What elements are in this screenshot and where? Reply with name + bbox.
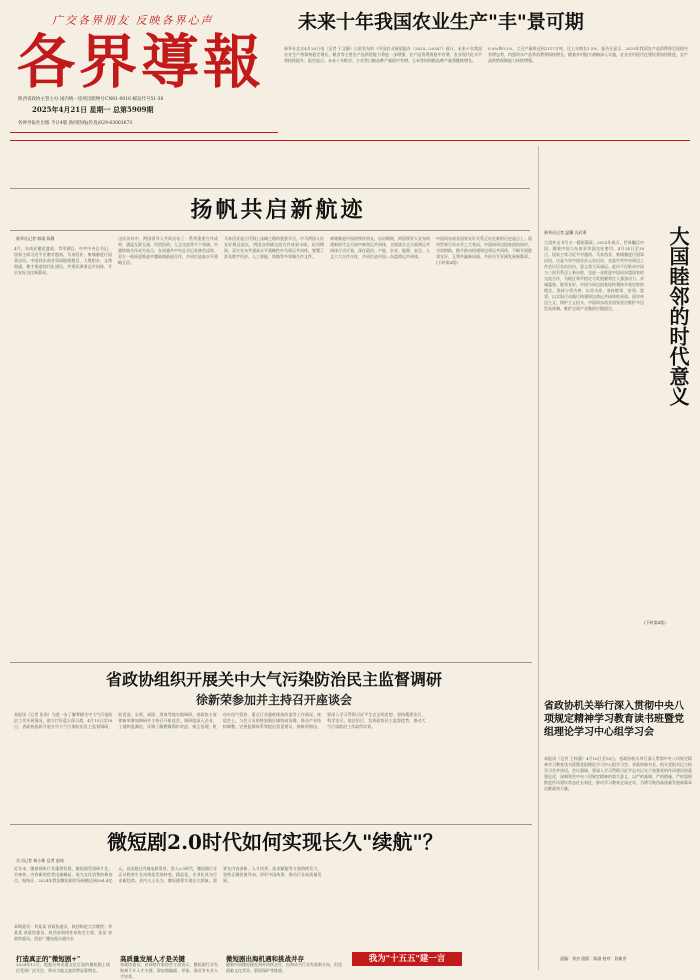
headline3-subhead3: 微短剧出海机遇和挑战并存	[226, 955, 304, 963]
masthead	[10, 10, 272, 132]
headline2-subtitle: 徐新荣参加并主持召开座谈会	[195, 693, 352, 707]
headline1-col-b: 这次访问中，两国领导人共同宣布了一系列重要合作成果，涵盖互联互通、经贸投资、人文交流等多个领域。中越铁路合作成为亮点，在同越共中央总书记苏林会谈时，双方一致同意推进中越陆路联通合作，共同打造高水平战略互信。	[118, 236, 218, 265]
headline1-col-d: 柬埔寨是中国的铁杆朋友。访问期间，两国领导人宣布构建新时代全天候中柬命运共同体，全面落实全天候命运共同体行动计划，深化政治、产能、农业、能源、安全、人文六大合作支柱，共同打造中国—东盟命运共同体。	[330, 236, 430, 259]
headline2-title: 省政协组织开展关中大气污染防治民主监督调研	[105, 670, 442, 689]
headline1-byline: 新华社记者 韩梁 陈静	[16, 236, 55, 241]
headline3-byline: 实习记者 杨小珠 记者 赵琦	[16, 858, 64, 863]
headline3-title: 微短剧2.0时代如何实现长久"续航"？	[107, 830, 443, 854]
right-feature-body: 大国外交书写又一精彩篇章。2025年春天，世界瞩目中国。随着中国与东南亚邻国交往密切，4月14日至18日，国家主席习近平对越南、马来西亚、柬埔寨进行国事访问。这是今年中国首次元首出访，也是中共中央周边工作会议后首次出访，意义重大而深远。此访不仅推动中国与三国关系迈上新台阶，也进一步推进中国同东盟国家的交流合作，为地区和平稳定与发展繁荣注入强劲动力。亲诚惠容，睦邻友好，中国与周边国家始终秉持开放包容的理念，坚持与邻为善、以邻为伴，坚持睦邻、安邻、富邻，以实际行动践行构建周边命运共同体的承诺。面对单边主义、保护主义抬头，中国同东南亚国家坚定维护多边贸易体制，维护全球产业链供应链稳定。	[544, 240, 644, 311]
headline3-subhead1: 打造真正的"微短剧+"	[16, 955, 81, 963]
headline3-body4: 随着中国微短剧在海外持续走红，出海成为行业发展新方向，但也面临文化差异、版权保护等挑战。	[226, 962, 342, 973]
masthead-contact: 各界导报社出版 今日4版 新闻热线(传真)029-63003673	[18, 121, 133, 126]
masthead-slogan: 广交各界朋友 反映各界心声	[52, 14, 214, 27]
masthead-date: 2025年4月21日 星期一 总第5909期	[32, 105, 154, 114]
footer-banner-text: 我为"十五五"建一言	[368, 954, 446, 964]
headline1-col-c: 马来西亚是古代海上丝绸之路的重要节点。中马两国人民友好源远流长，两国各领域交流合作成果丰硕。访问期间，双方宣布共建高水平战略性中马命运共同体，签署了涉及数字经济、人工智能、铁路等多领域合作文件。	[224, 236, 324, 259]
headline3-body: 近年来，随着视听行业蓬勃发展，微短剧凭借碎片化、节奏快、内容新的优势迅速崛起，成为文化消费的新亮点。据统计，2024年我国微短剧市场规模达到504.4亿元，首次超过内地电影票房。进入2.0时代，微短剧行业正从野蛮生长向规范发展转变，精品化、专业化成为行业新趋势。业内人士认为，微短剧要实现长久续航，需要在内容创新、人才培养、技术赋能等方面持续发力，坚持正确价值导向，讲好中国故事，推动行业高质量发展。	[14, 866, 322, 883]
bottom-right-body: 本报讯（记者 王梓涵）4月16日至18日，省政协机关举行深入贯彻中央八项规定精神学习教育读书班暨党组理论学习中心组学习会。省政协秘书长、机关党组书记主持学习会并讲话。会议强调，要深入学习贯彻习近平总书记关于加强党的作风建设的重要论述，深刻领会中央八项规定精神的重大意义，以严的基调、严的措施、严的氛围推进作风建设常态化长效化，推动学习教育走深走实，为谱写陕西高质量发展新篇章贡献政协力量。	[544, 756, 692, 791]
top-story-body-right: 0.9%和0.2%，大豆产量将达到2117万吨，比上年增长1.5%。报告还显示，2025年我国农产品消费将呈现稳中有增态势，肉蛋奶水产品等消费将保持增长，随着乡村振兴战略深入实施，农业农村现代化建设将加快推进，农产品供给保障能力持续增强。	[488, 46, 688, 63]
top-story-body-left: 新华社北京4月20日电（记者 于文静）日前发布的《中国农业展望报告（2025—2034）》预计，未来十年我国农业生产将保持稳定增长，粮食等主要农产品供给能力将进一步增强，农产品消费将稳中有增，农业现代化水平将持续提升。报告显示，未来十年稻谷、小麦等口粮品种产量稳中有增，玉米等饲料粮品种产量将继续增长。	[284, 46, 482, 63]
masthead-host-line: 陕西省政协主管主办 国内统一连续出版物号CN61-0016 邮发代号51-38	[18, 97, 164, 102]
headline1-title: 扬帆共启新航迹	[190, 197, 366, 223]
headline1-col-e: 中国同东南亚国家友好关系正站在新的历史起点上。面对世界百年未有之大变局，中国同周边国家团结协作、守望相助，携手推动构建周边命运共同体，不断开创睦邻友好、互利共赢新局面，共同书写亚洲发展新篇章。(下转第4版)	[436, 236, 532, 265]
masthead-title: 各界導報	[16, 28, 265, 96]
footer-banner	[352, 952, 462, 966]
right-feature-footer: (下转第4版)	[644, 620, 666, 625]
bottom-right-title: 省政协机关举行深入贯彻中央八项规定精神学习教育读书班暨党组理论学习中心组学习会	[544, 701, 684, 738]
right-feature-title: 大国睦邻的时代意义	[666, 226, 690, 406]
headline2-body: 本报讯（记者 张涛）为进一步了解掌握关中大气污染防治工作开展情况，助力打好蓝天保卫战，4月15日至18日，省政协组织开展关中大气污染防治民主监督调研，赴西安、宝鸡、咸阳、渭南等地实地调研。省政协主席徐新荣参加调研并主持召开座谈会。调研组深入企业、工地和监测站，详细了解燃煤锅炉改造、扬尘治理、机动车尾气管控、重点行业超低排放改造等工作情况。座谈会上，与会人员围绕加强区域协同治理、推动产业结构调整、完善监测体系等提出意见建议。徐新荣指出，要深入学习贯彻习近平生态文明思想，坚持精准治污、科学治污、依法治污，发挥政协民主监督优势，推动大气污染防治工作取得实效。	[14, 712, 426, 729]
headline1-col-a: 4月，东南亚繁花盛放、青翠满目。中共中央总书记、国家主席习近平应邀对越南、马来西亚、柬埔寨进行国事访问。中国同东南亚邻国地缘相近、人缘相亲、文缘相通，携手推进现代化建设、共建亚洲命运共同体，开启友好交往新篇章。	[14, 246, 112, 275]
right-feature-byline: 新华社记者 温馨 冯武勇	[544, 230, 587, 235]
headline3-experts: 本期嘉宾：刘某某 省政协委员、陕西师范大学教授；李某某 省政协委员、陕西省网络作家协会主席；张某 省政协委员、西安广播电视台副台长	[14, 924, 112, 941]
top-story-title: 未来十年我国农业生产"丰"景可期	[298, 11, 584, 33]
headline3-body3: 省政协委员、省网络作家协会主席表示，微短剧行业发展离不开人才支撑，需加强编剧、导演、演员等专业人才培养。	[120, 962, 218, 979]
bottom-right-editor: 责编：刘杰 组版：陈淑 校对：段新彦	[560, 956, 627, 961]
headline3-body2: 2024年12月，根据台州非遗文化打造的微短剧上线后受到广泛关注，带动当地文旅消费显著增长。	[16, 962, 110, 973]
headline3-subhead2: 高质量发展人才是关键	[120, 955, 185, 963]
